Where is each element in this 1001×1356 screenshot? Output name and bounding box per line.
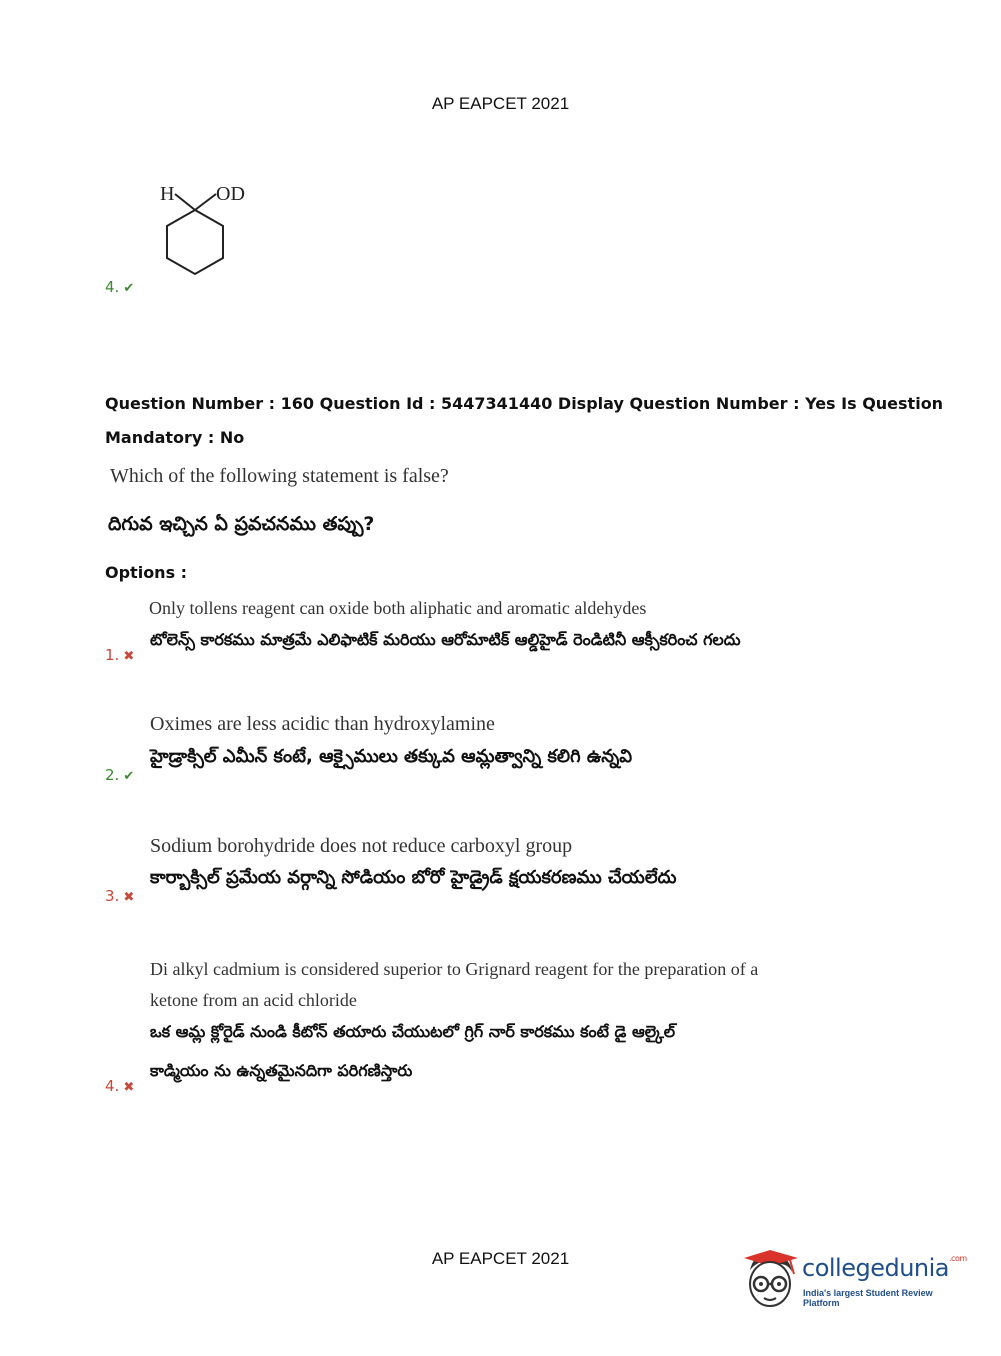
cyclohexane-structure: [150, 176, 260, 286]
option-4-marker: [105, 1077, 134, 1095]
checkmark-icon: ✔: [123, 281, 135, 296]
option-2-number: 2.: [105, 766, 120, 784]
cross-icon: ✖: [123, 649, 135, 664]
option-3-marker: [105, 887, 134, 905]
prev-option-4: [105, 278, 134, 296]
checkmark-icon: ✔: [123, 769, 135, 784]
option-1-marker: [105, 646, 134, 664]
cross-icon: ✖: [123, 1080, 135, 1095]
logo-name: collegedunia$^{.com}$: [802, 1254, 967, 1282]
page-header: AP EAPCET 2021: [431, 94, 570, 113]
mascot-icon: [740, 1248, 800, 1314]
cross-icon: ✖: [123, 890, 135, 905]
option-4-text-te-line1: ఒక ఆమ్ల క్లోరైడ్ నుండి కీటోన్ తయారు చేయుటలో గ్రిగ్ నార్ కారకము కంటే డై ఆల్కైల్: [150, 1022, 676, 1041]
option-3-text-te: కార్బాక్సిల్ ప్రమేయ వర్గాన్ని సోడియం బోరో హైడ్రైడ్ క్షయకరణము చేయలేదు: [150, 867, 677, 888]
option-4-text-te-line2: కాడ్మియం ను ఉన్నతమైనదిగా పరిగణిస్తారు: [150, 1061, 413, 1080]
option-3-number: 3.: [105, 887, 120, 905]
option-2-text-en: Oximes are less acidic than hydroxylamine: [150, 713, 495, 735]
option-2-text-te: హైడ్రాక్సిల్ ఎమీన్ కంటే, ఆక్సైములు తక్కువ ఆమ్లత్వాన్ని కలిగి ఉన్నవి: [150, 746, 633, 767]
option-1-text-en: Only tollens reagent can oxide both aliphatic and aromatic aldehydes: [149, 598, 647, 618]
structure-label-h: H: [160, 183, 175, 205]
page-footer: AP EAPCET 2021: [431, 1249, 570, 1268]
collegedunia-logo: [740, 1248, 970, 1318]
options-label: Options :: [105, 563, 188, 582]
option-4-text-en-line2: ketone from an acid chloride: [150, 990, 357, 1010]
option-4-text-en-line1: Di alkyl cadmium is considered superior to Grignard reagent for the preparation of a: [150, 959, 759, 979]
question-meta-line2: Mandatory : No: [105, 428, 245, 447]
option-1-number: 1.: [105, 646, 120, 664]
prev-option-number: 4.: [105, 278, 120, 296]
question-text-te: దిగువ ఇచ్చిన ఏ ప్రవచనము తప్పు?: [108, 513, 375, 535]
option-1-text-te: టోలెన్స్ కారకము మాత్రమే ఎలిఫాటిక్ మరియు ఆరోమాటిక్ ఆల్డిహైడ్ రెండిటినీ ఆక్సీకరించ గలదు: [150, 630, 741, 649]
structure-label-od: OD: [216, 183, 245, 205]
question-text-en: Which of the following statement is false?: [110, 465, 449, 487]
option-4-number: 4.: [105, 1077, 120, 1095]
logo-tagline: India's largest Student Review Platform: [803, 1288, 933, 1308]
question-meta: [105, 387, 965, 455]
question-meta-line1: Question Number : 160 Question Id : 5447341440 Display Question Number : Yes Is Question: [105, 394, 944, 413]
option-3-text-en: Sodium borohydride does not reduce carboxyl group: [150, 835, 573, 857]
option-2-marker: [105, 766, 134, 784]
